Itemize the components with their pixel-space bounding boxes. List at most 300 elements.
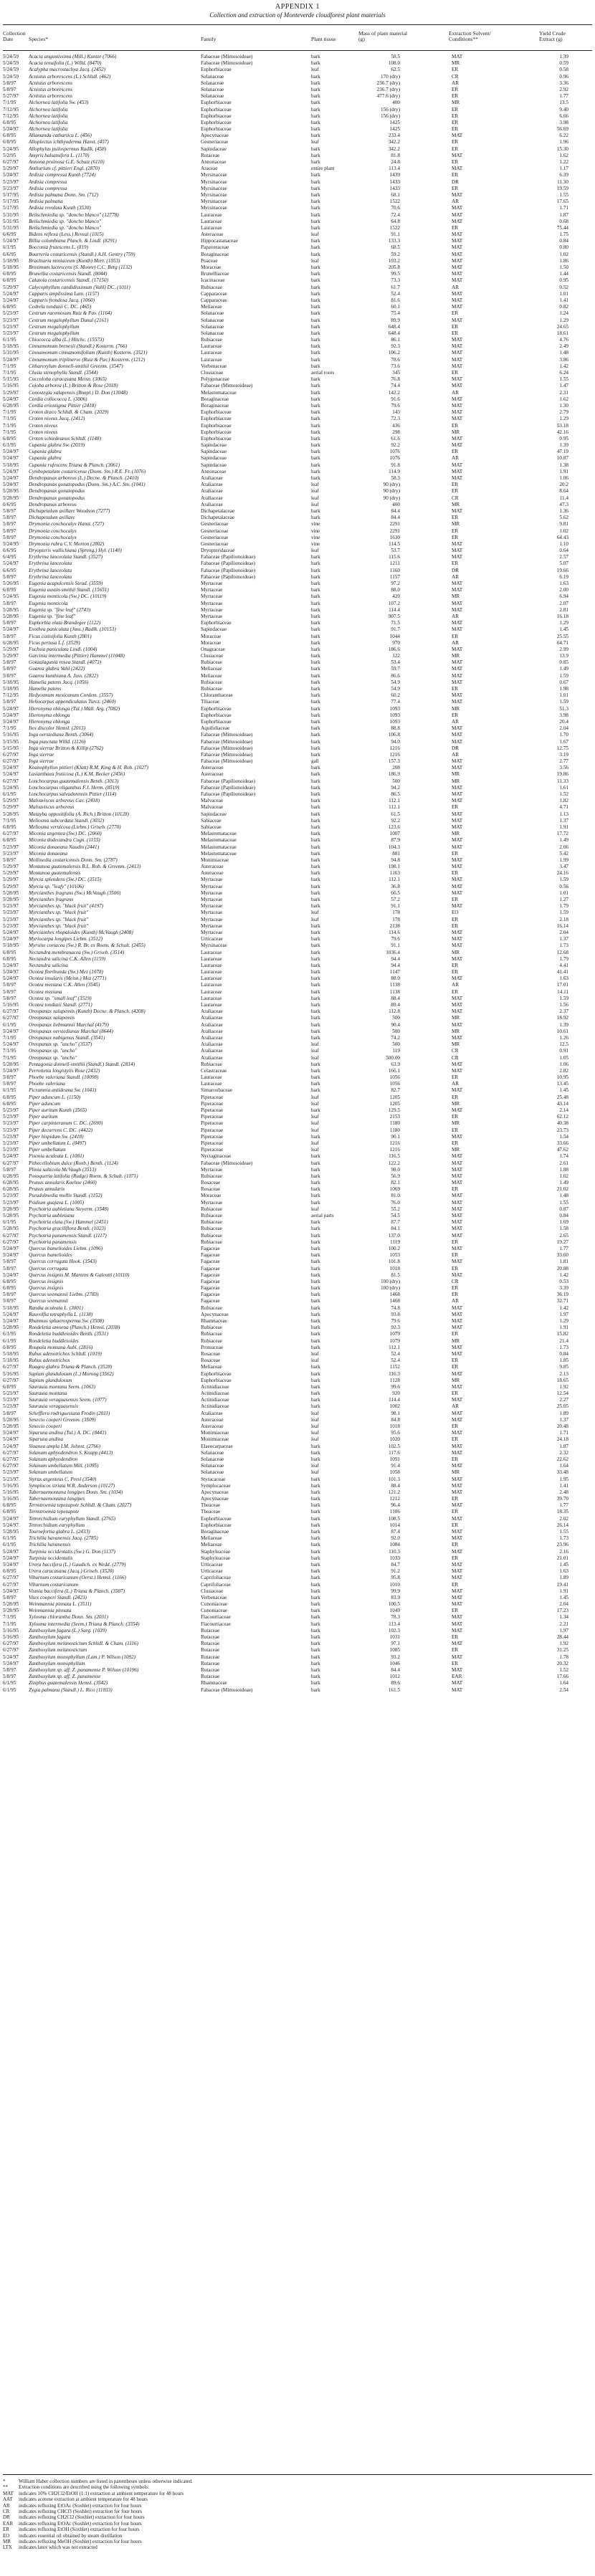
table-row	[0, 1450, 595, 1456]
cell-species: Ternstroemia tepezapote Schltdl. & Cham. (2027)	[29, 1502, 132, 1509]
cell-collection-date: 7/1/95	[3, 363, 16, 369]
cell-plant-tissue: bark	[311, 409, 320, 416]
cell-mass: 86.5	[391, 791, 400, 797]
cell-species: Dendropanax arboreus	[29, 501, 77, 507]
cell-family: Actinidiaceae	[201, 1397, 229, 1403]
cell-family: Piperaceae	[201, 1114, 224, 1120]
cell-yield: 1.77	[559, 1245, 568, 1251]
cell-plant-tissue: bark	[311, 1403, 320, 1410]
cell-extraction: MAT	[452, 1107, 463, 1113]
cell-species: Capparis amplissima Lam. (1157)	[29, 290, 100, 297]
table-row	[0, 686, 595, 692]
cell-extraction: MAT	[452, 811, 463, 817]
table-row	[0, 593, 595, 600]
cell-yield: 1.45	[559, 1594, 568, 1601]
cell-plant-tissue: bark	[311, 606, 320, 613]
cell-mass: 55.2	[391, 1206, 400, 1212]
footnote	[3, 2521, 592, 2527]
cell-plant-tissue: bark	[311, 1654, 320, 1660]
cell-family: Fabaceae (Papilionoideae)	[201, 778, 256, 784]
cell-family: Moraceae	[201, 264, 222, 270]
cell-family: Piperaceae	[201, 1140, 224, 1146]
cell-collection-date: 5/24/59	[3, 60, 19, 67]
cell-family: Solanaceae	[201, 1456, 224, 1462]
cell-species: Psychotria elata (Sw.) Hammel (2451)	[29, 1219, 108, 1226]
cell-yield: 23.73	[556, 1127, 568, 1133]
cell-species: Oreopanax sp. "ancho" (3537)	[29, 1041, 92, 1048]
cell-collection-date: 6/27/97	[3, 1364, 19, 1370]
cell-mass: 52.4	[391, 1358, 400, 1364]
cell-extraction: MAT	[452, 1067, 463, 1074]
cell-species: Acacia tenuifolia (L.) Willd. (8470)	[29, 60, 102, 67]
cell-mass: 1180	[389, 1120, 400, 1127]
cell-yield: 20.48	[556, 1423, 568, 1429]
cell-plant-tissue: bark	[311, 462, 320, 468]
cell-collection-date: 6/1/95	[3, 1680, 16, 1687]
cell-collection-date: 5/23/97	[3, 185, 19, 191]
cell-yield: 1.06	[559, 475, 568, 481]
table-row	[0, 647, 595, 653]
cell-family: Piperaceae	[201, 1133, 224, 1140]
cell-mass: 86.1	[391, 337, 400, 343]
cell-extraction: MAT	[452, 1350, 463, 1357]
cell-extraction: MAT	[452, 1601, 463, 1608]
cell-yield: 4.71	[559, 804, 568, 811]
table-row	[0, 851, 595, 857]
cell-plant-tissue: bark	[311, 1311, 320, 1317]
cell-species: Eugenia sp. "fine leaf"	[29, 613, 76, 619]
cell-family: Rutaceae	[201, 1660, 220, 1666]
table-row	[0, 469, 595, 475]
table-row	[0, 1074, 595, 1081]
cell-collection-date: 5/28/95	[3, 889, 19, 896]
cell-collection-date: 6/6/95	[3, 548, 16, 554]
cell-plant-tissue: bark	[311, 106, 320, 113]
footnote	[3, 2514, 592, 2520]
cell-mass: 102.5	[388, 1443, 400, 1449]
cell-family: Rutaceae	[201, 1674, 220, 1680]
cell-species: Ardisia compressa	[29, 178, 67, 185]
table-row	[0, 1687, 595, 1694]
cell-mass: 90 (dry)	[383, 488, 400, 495]
cell-family: Clusiaceae	[201, 370, 224, 376]
cell-collection-date: 5/16/95	[3, 1370, 19, 1377]
cell-extraction: EAR	[452, 1674, 462, 1680]
cell-collection-date: 5/16/95	[3, 732, 19, 738]
cell-plant-tissue: bark	[311, 1008, 320, 1015]
cell-collection-date: 6/6/95	[3, 251, 16, 257]
table-row	[0, 1239, 595, 1246]
cell-collection-date: 7/1/95	[3, 1621, 16, 1627]
cell-extraction: MAT	[452, 732, 463, 738]
cell-plant-tissue: bark	[311, 422, 320, 429]
cell-family: Piperaceae	[201, 1107, 224, 1113]
cell-collection-date: 5/17/95	[3, 191, 19, 198]
cell-species: Acalypha macrostachya Jacq. (2452)	[29, 67, 106, 73]
cell-extraction: MAT	[452, 1482, 463, 1489]
cell-plant-tissue: vine	[311, 521, 320, 528]
cell-family: Sapindaceae	[201, 626, 227, 633]
cell-collection-date: 6/8/95	[3, 1502, 16, 1509]
cell-family: Araliaceae	[201, 1028, 223, 1034]
cell-mass: 112.1	[389, 1344, 400, 1350]
cell-extraction: ER	[452, 482, 459, 488]
table-row	[0, 963, 595, 969]
cell-plant-tissue: bark	[311, 343, 320, 350]
table-row	[0, 607, 595, 614]
cell-mass: 74.8	[391, 1304, 400, 1311]
cell-yield: 17.72	[556, 831, 568, 837]
cell-yield: 1.91	[559, 1325, 568, 1331]
table-row	[0, 1417, 595, 1423]
cell-species: Sapium glandulosum (L.) Morong (3562)	[29, 1370, 114, 1377]
table-row	[0, 166, 595, 172]
table-row	[0, 528, 595, 535]
cell-plant-tissue: bark	[311, 238, 320, 244]
cell-yield: 15.82	[556, 1331, 568, 1337]
cell-collection-date: 5/23/97	[3, 1107, 19, 1113]
cell-mass: 400	[392, 100, 400, 106]
cell-species: Dryopteris wallichiana (Spreng.) Hyl. (1140)	[29, 548, 122, 554]
table-row	[0, 1272, 595, 1279]
cell-plant-tissue: bark	[311, 1502, 320, 1509]
cell-yield: 56.69	[556, 126, 568, 133]
table-row	[0, 482, 595, 488]
cell-mass: 1044	[389, 633, 400, 639]
cell-species: Piper auritum Kunth (3565)	[29, 1107, 87, 1113]
cell-mass: 1205	[389, 1100, 400, 1107]
cell-collection-date: 6/8/95	[3, 1278, 16, 1284]
cell-extraction: CR	[452, 495, 459, 501]
cell-family: Myrtaceae	[201, 929, 223, 935]
cell-extraction: ER	[452, 962, 459, 968]
cell-plant-tissue: bark	[311, 284, 320, 290]
cell-family: Verbenaceae	[201, 363, 227, 369]
cell-plant-tissue: bark	[311, 1383, 320, 1390]
cell-extraction: MAT	[452, 1568, 463, 1575]
cell-extraction: MAT	[452, 1008, 463, 1015]
cell-mass: 500	[392, 1041, 400, 1048]
cell-extraction: MAT	[452, 1588, 463, 1594]
cell-yield: 5.42	[559, 850, 568, 857]
cell-species: Dendropanax arboreus (L.) Decne. & Planch. (2410)	[29, 475, 139, 481]
cell-collection-date: 5/24/97	[3, 1028, 19, 1034]
cell-collection-date: 6/8/95	[3, 949, 16, 955]
cell-plant-tissue: bark	[311, 356, 320, 363]
cell-collection-date: 6/1/95	[3, 791, 16, 797]
cell-mass: 107.2	[388, 600, 400, 606]
table-row	[0, 1654, 595, 1661]
cell-yield: 32.71	[556, 1298, 568, 1304]
cell-mass: 92.3	[391, 1325, 400, 1331]
cell-family: Meliaceae	[201, 672, 222, 679]
table-row	[0, 219, 595, 225]
cell-family: Lauraceae	[201, 969, 222, 975]
cell-yield: 62.12	[556, 1114, 568, 1120]
cell-yield: 43.14	[556, 1100, 568, 1107]
cell-species: Viburnum costaricanum	[29, 1581, 79, 1588]
cell-plant-tissue: bark	[311, 1555, 320, 1561]
cell-species: Amyris balsamifera L. (1170)	[29, 152, 90, 158]
cell-species: Acnistus arborescens	[29, 86, 73, 92]
cell-collection-date: 5/24/97	[3, 969, 19, 975]
cell-extraction: MAT	[452, 1430, 463, 1436]
cell-mass: 68.5	[391, 244, 400, 251]
cell-extraction: ER	[452, 126, 459, 133]
table-row	[0, 1008, 595, 1015]
cell-mass: 236.7 (dry)	[376, 80, 400, 86]
cell-mass: 1160	[389, 567, 400, 573]
cell-collection-date: 5/28/95	[3, 1423, 19, 1429]
cell-family: Solanaceae	[201, 73, 224, 80]
cell-collection-date: 6/27/97	[3, 751, 19, 758]
table-row	[0, 1134, 595, 1140]
cell-yield: 41.41	[556, 969, 568, 975]
footnote-key: EAR	[3, 2520, 13, 2527]
cell-extraction: AR	[452, 982, 459, 988]
cell-mass: 345	[392, 370, 400, 376]
cell-extraction: AR	[452, 199, 459, 205]
cell-extraction: MR	[452, 593, 460, 600]
cell-collection-date: 5/31/95	[3, 218, 19, 224]
cell-collection-date: 5/17/95	[3, 199, 19, 205]
header-collection-date: Collection Date	[3, 30, 26, 43]
cell-extraction: MAT	[452, 1410, 463, 1416]
cell-mass: 54.9	[391, 686, 400, 692]
cell-species: Rhamnus sphaerosperma Sw. (3508)	[29, 1318, 105, 1324]
cell-collection-date: 5/29/97	[3, 389, 19, 396]
cell-collection-date: 5/23/97	[3, 1120, 19, 1127]
cell-family: Lauraceae	[201, 343, 222, 350]
cell-yield: 39.70	[556, 1496, 568, 1502]
table-row	[0, 1469, 595, 1476]
cell-family: Clusiaceae	[201, 1588, 224, 1594]
cell-mass: 1433	[389, 178, 400, 185]
cell-family: Meliaceae	[201, 1364, 222, 1370]
cell-family: Dryopteridaceae	[201, 548, 235, 554]
cell-extraction: MAT	[452, 1213, 463, 1218]
cell-yield: 1.39	[559, 54, 568, 59]
cell-collection-date: 5/24/97	[3, 560, 19, 567]
cell-plant-tissue: bark	[311, 290, 320, 297]
cell-family: Brunelliaceae	[201, 271, 229, 277]
table-row	[0, 442, 595, 449]
cell-family: Urticaceae	[201, 936, 223, 943]
table-row	[0, 1147, 595, 1153]
cell-species: Saurauia montana	[29, 1390, 67, 1397]
cell-family: Myrtaceae	[201, 883, 223, 889]
cell-mass: 920	[392, 1390, 400, 1397]
cell-family: Rubiaceae	[201, 1213, 222, 1218]
cell-collection-date: 5/28/95	[3, 1529, 19, 1535]
cell-family: Lauraceae	[201, 988, 222, 995]
cell-species: Meliosma subcordata Standl. (3032)	[29, 817, 105, 824]
cell-species: Solanum umbellatum	[29, 1469, 72, 1476]
cell-collection-date: 5/24/59	[3, 73, 19, 80]
cell-yield: 1.82	[559, 798, 568, 804]
table-row	[0, 429, 595, 436]
cell-mass: 1036.4	[386, 949, 400, 955]
cell-collection-date: 5/16/95	[3, 383, 19, 389]
cell-family: Rubiaceae	[201, 1239, 222, 1245]
cell-collection-date: 6/27/97	[3, 1449, 19, 1456]
cell-family: Euphorbiaceae	[201, 429, 232, 435]
cell-extraction: MAT	[452, 1621, 463, 1627]
table-row	[0, 903, 595, 910]
table-row	[0, 1213, 595, 1219]
cell-extraction: MAT	[452, 317, 463, 323]
cell-plant-tissue: bark	[311, 1535, 320, 1542]
cell-extraction: MAT	[452, 943, 463, 949]
cell-plant-tissue: bark	[311, 1087, 320, 1094]
table-row	[0, 824, 595, 831]
cell-collection-date: 5/8/97	[3, 995, 16, 1001]
footnote-key: EO	[3, 2532, 10, 2539]
footnote	[3, 2539, 592, 2544]
cell-plant-tissue: bark	[311, 1608, 320, 1614]
cell-plant-tissue: leaf	[311, 916, 319, 922]
cell-species: Cestrum megalophyllum	[29, 323, 80, 330]
cell-plant-tissue: bark	[311, 1199, 320, 1206]
footnote	[3, 2527, 592, 2532]
cell-mass: 53.7	[391, 548, 400, 554]
table-row	[0, 541, 595, 548]
cell-collection-date: 6/27/97	[3, 758, 19, 765]
cell-yield: 3.98	[559, 712, 568, 718]
cell-extraction: MAT	[452, 1680, 463, 1687]
cell-species: Plinia salticola McVaugh (3513)	[29, 1166, 97, 1173]
cell-plant-tissue: bark	[311, 686, 320, 692]
cell-plant-tissue: bark	[311, 988, 320, 995]
table-row	[0, 139, 595, 146]
cell-yield: 2.82	[559, 1067, 568, 1074]
cell-mass: 1031	[389, 1634, 400, 1640]
cell-species: Siparuna andina (Tul.) A. DC. (8443)	[29, 1430, 107, 1436]
cell-species: Pseudolmedia mollis Standl. (1152)	[29, 1193, 103, 1199]
cell-extraction: MAT	[452, 376, 463, 383]
table-row	[0, 1444, 595, 1450]
cell-collection-date: 6/27/97	[3, 1456, 19, 1462]
table-row	[0, 745, 595, 752]
cell-species: Tabernaemontana longipes Donn. Sm. (1034)	[29, 1489, 123, 1495]
cell-mass: 236.7 (dry)	[376, 86, 400, 92]
cell-collection-date: 5/8/97	[3, 1292, 16, 1298]
cell-collection-date: 5/18/95	[3, 943, 19, 949]
cell-plant-tissue: bark	[311, 1397, 320, 1403]
table-row	[0, 1041, 595, 1048]
cell-collection-date: 5/23/97	[3, 1140, 19, 1146]
table-row	[0, 1252, 595, 1259]
cell-extraction: MAT	[452, 1463, 463, 1469]
cell-yield: 11.4	[559, 495, 568, 501]
cell-plant-tissue: bark	[311, 883, 320, 889]
cell-plant-tissue: bark	[311, 771, 320, 778]
cell-species: Myrcianthes fragrans	[29, 897, 74, 902]
cell-species: Heliocarpus appendiculatus Turcz. (2460)	[29, 699, 116, 705]
cell-family: Rutaceae	[201, 1666, 220, 1673]
cell-mass: 1433	[389, 185, 400, 191]
cell-species: Sloanea ampla I.M. Johnst. (2766)	[29, 1443, 101, 1449]
cell-yield: 1.45	[559, 1087, 568, 1094]
table-row	[0, 771, 595, 778]
cell-yield: 4.41	[559, 962, 568, 968]
cell-collection-date: 5/23/97	[3, 330, 19, 336]
table-row	[0, 277, 595, 284]
cell-plant-tissue: bark	[311, 1232, 320, 1239]
cell-plant-tissue: bark	[311, 1687, 320, 1693]
table-row	[0, 791, 595, 798]
cell-extraction: ER	[452, 146, 459, 152]
cell-mass: 156 (dry)	[381, 113, 400, 119]
cell-family: Boraginaceae	[201, 1529, 229, 1535]
table-row	[0, 844, 595, 851]
cell-species: Piper hispidum Sw. (2418)	[29, 1133, 84, 1140]
cell-mass: 2153	[389, 1114, 400, 1120]
table-row	[0, 989, 595, 996]
cell-family: Rubiaceae	[201, 1206, 222, 1212]
cell-plant-tissue: bark	[311, 1219, 320, 1226]
cell-species: Lasianthaea fruticosa (L.) K.M. Becker (2456)	[29, 771, 125, 778]
cell-species: Ocotea sp. "small leaf" (3519)	[29, 995, 92, 1001]
cell-plant-tissue: bark	[311, 1061, 320, 1067]
cell-mass: 95.8	[391, 1575, 400, 1581]
cell-yield: 0.91	[559, 1048, 568, 1054]
table-row	[0, 535, 595, 541]
cell-collection-date: 6/8/95	[3, 1568, 16, 1575]
cell-mass: 84.4	[391, 515, 400, 521]
cell-family: Solanaceae	[201, 323, 224, 330]
cell-extraction: MAT	[452, 350, 463, 356]
cell-yield: 2.99	[559, 646, 568, 652]
cell-collection-date: 5/24/97	[3, 356, 19, 363]
table-row	[0, 179, 595, 186]
cell-collection-date: 7/12/95	[3, 106, 19, 113]
cell-extraction: MAT	[452, 297, 463, 303]
table-row	[0, 1371, 595, 1378]
table-row	[0, 100, 595, 106]
cell-family: Melastomataceae	[201, 850, 237, 857]
cell-family: Euphorbiaceae	[201, 126, 232, 133]
cell-plant-tissue: bark	[311, 1239, 320, 1245]
cell-family: Sapindaceae	[201, 449, 227, 455]
cell-plant-tissue: bark	[311, 1226, 320, 1232]
cell-family: Rubiaceae	[201, 337, 222, 343]
cell-mass: 58.3	[391, 475, 400, 481]
cell-family: Sabiaceae	[201, 817, 222, 824]
cell-family: Melastomataceae	[201, 831, 237, 837]
cell-yield: 21.4	[559, 1337, 568, 1344]
cell-plant-tissue: leaf	[311, 482, 319, 488]
cell-family: Fabaceae (Mimosoideae)	[201, 1687, 253, 1693]
cell-plant-tissue: leaf	[311, 910, 319, 916]
table-row	[0, 436, 595, 442]
table-row	[0, 1206, 595, 1213]
cell-species: Quercus corrugata	[29, 1265, 68, 1272]
table-row	[0, 554, 595, 560]
cell-mass: 91.1	[391, 232, 400, 238]
cell-yield: 1.97	[559, 1311, 568, 1317]
cell-species: Myrcianthes fragrans (Sw.) McVaugh (3506)	[29, 889, 121, 896]
cell-extraction: MAT	[452, 54, 463, 59]
cell-family: Myrtaceae	[201, 903, 223, 910]
cell-yield: 1.49	[559, 1180, 568, 1186]
cell-species: Picramnia antidesma Sw. (1043)	[29, 1087, 97, 1094]
cell-extraction: ER	[452, 1542, 459, 1548]
cell-species: Cupania glabra	[29, 449, 62, 455]
cell-yield: 2.49	[559, 343, 568, 350]
cell-mass: 100 (dry)	[381, 1285, 400, 1292]
table-row	[0, 1173, 595, 1180]
